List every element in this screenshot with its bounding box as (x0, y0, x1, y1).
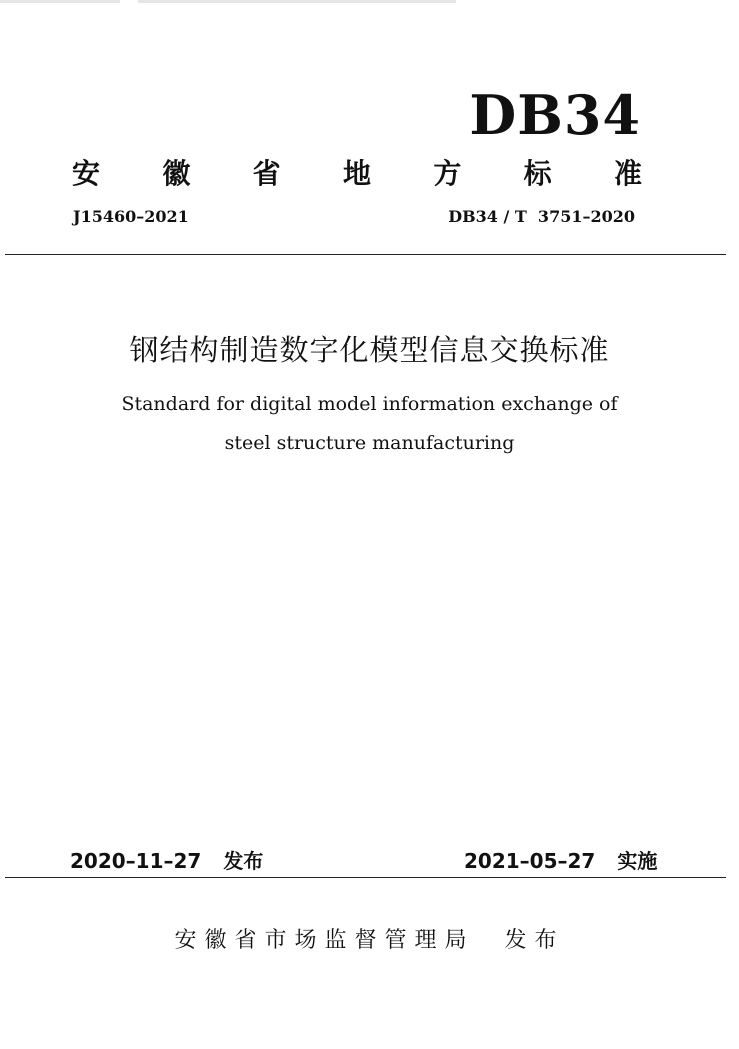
standard-number: DB34 / T 3751–2020 (448, 207, 635, 226)
issue-date: 2020–11–27 (70, 849, 202, 873)
category-char: 方 (433, 157, 462, 190)
top-divider (5, 254, 726, 255)
record-number: J15460–2021 (73, 207, 189, 226)
bottom-divider (5, 877, 726, 878)
standard-code-heading: DB34 (469, 83, 641, 147)
category-char: 标 (523, 157, 552, 190)
issue-label: 发布 (223, 849, 264, 873)
document-title-cn: 钢结构制造数字化模型信息交换标准 (129, 333, 610, 367)
implement-label: 实施 (617, 849, 658, 873)
code-row (73, 207, 635, 226)
top-edge-strip (0, 0, 739, 3)
document-title-en-line1: Standard for digital model information exchange of (121, 393, 618, 415)
implement-date: 2021–05–27 (464, 849, 596, 873)
document-title-en-line2: steel structure manufacturing (224, 432, 515, 454)
category-char: 省 (252, 157, 281, 190)
category-char: 准 (613, 157, 642, 190)
category-char: 地 (342, 157, 371, 190)
category-title (72, 157, 642, 190)
category-char: 徽 (162, 157, 191, 190)
implement-date-block (464, 845, 657, 874)
issuing-authority: 安徽省市场监督管理局 发布 (174, 928, 565, 953)
category-char: 安 (72, 157, 101, 190)
issue-date-block (70, 845, 263, 874)
